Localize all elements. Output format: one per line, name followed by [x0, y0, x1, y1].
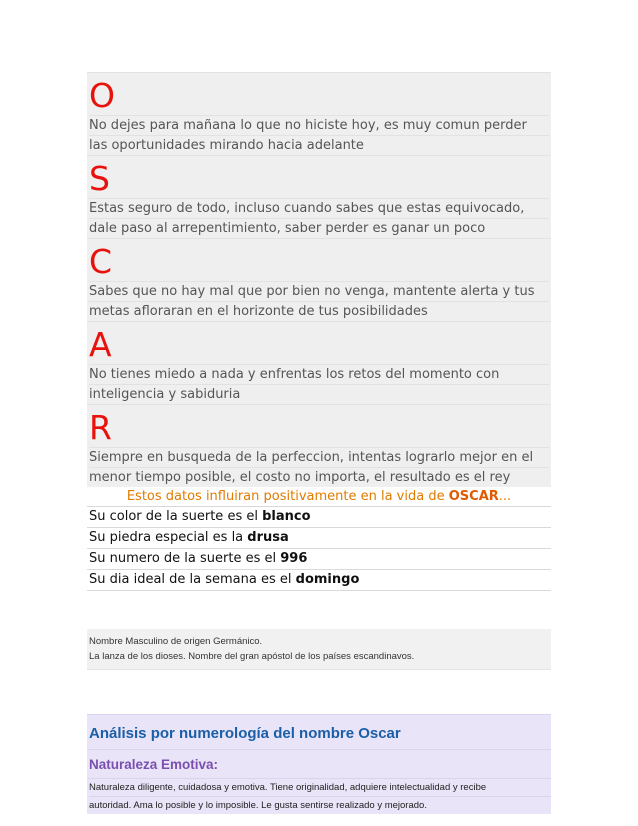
influence-banner: [87, 487, 551, 506]
lucky-traits-list: [87, 506, 551, 619]
acrostic-block-c: [87, 238, 551, 321]
origin-line: Nombre Masculino de origen Germánico.: [89, 636, 263, 647]
acrostic-block-o: [87, 72, 551, 155]
acrostic-text: [87, 198, 551, 238]
acrostic-letter: O: [89, 76, 115, 115]
trait-value: domingo: [295, 572, 360, 587]
acrostic-letter: A: [89, 325, 112, 364]
trait-label: Su piedra especial es la: [89, 530, 248, 545]
acrostic-line: No tienes miedo a nada y enfrentas los retos del momento con: [89, 364, 549, 384]
numerology-subtitle: Naturaleza Emotiva:: [87, 749, 551, 778]
trait-value: drusa: [247, 530, 289, 545]
numerology-section: [87, 714, 551, 814]
trait-value: blanco: [262, 509, 311, 524]
trait-label: Su numero de la suerte es el: [89, 551, 281, 566]
acrostic-line: Estas seguro de todo, incluso cuando sabes que estas equivocado,: [89, 198, 549, 218]
trait-day: [87, 569, 551, 590]
acrostic-line: dale paso al arrepentimiento, saber perder es ganar un poco: [89, 218, 549, 238]
acrostic-letter: S: [89, 159, 110, 198]
name-origin-section: [87, 629, 551, 670]
acrostic-text: [87, 115, 551, 155]
acrostic-block-a: [87, 321, 551, 404]
acrostic-text: [87, 364, 551, 404]
acrostic-text: [87, 447, 551, 487]
trait-stone: [87, 527, 551, 548]
acrostic-line: inteligencia y sabiduria: [89, 384, 549, 404]
numerology-text: [87, 778, 551, 814]
acrostic-block-r: [87, 404, 551, 487]
trait-label: Su dia ideal de la semana es el: [89, 572, 296, 587]
acrostic-block-s: [87, 155, 551, 238]
trait-label: Su color de la suerte es el: [89, 509, 263, 524]
banner-prefix: Estos datos influiran positivamente en la vida de: [126, 489, 449, 504]
numerology-line: Naturaleza diligente, cuidadosa y emotiva. Tiene originalidad, adquiere intelectualidad y recibe: [89, 782, 487, 793]
acrostic-line: Sabes que no hay mal que por bien no venga, mantente alerta y tus: [89, 281, 549, 301]
acrostic-letter: R: [89, 408, 112, 447]
document-page: [87, 72, 551, 814]
acrostic-text: [87, 281, 551, 321]
trait-number: [87, 548, 551, 569]
numerology-title: Análisis por numerología del nombre Oscar: [89, 725, 401, 742]
acrostic-line: Siempre en busqueda de la perfeccion, intentas lograrlo mejor en el: [89, 447, 549, 467]
banner-suffix: ...: [498, 489, 512, 504]
acrostic-line: No dejes para mañana lo que no hiciste hoy, es muy comun perder: [89, 115, 549, 135]
acrostic-line: menor tiempo posible, el costo no importa, el resultado es el rey: [89, 467, 549, 487]
acrostic-section: [87, 72, 551, 487]
banner-name: OSCAR: [448, 489, 499, 504]
numerology-line: autoridad. Ama lo posible y lo imposible. Le gusta sentirse realizado y mejorado.: [89, 796, 551, 814]
acrostic-letter: C: [89, 242, 113, 281]
acrostic-line: las oportunidades mirando hacia adelante: [89, 135, 549, 155]
traits-divider: [87, 590, 551, 619]
trait-value: 996: [280, 551, 308, 566]
trait-color: [87, 506, 551, 527]
meaning-line: La lanza de los dioses. Nombre del gran apóstol de los países escandinavos.: [87, 649, 551, 670]
acrostic-line: metas afloraran en el horizonte de tus posibilidades: [89, 301, 549, 321]
